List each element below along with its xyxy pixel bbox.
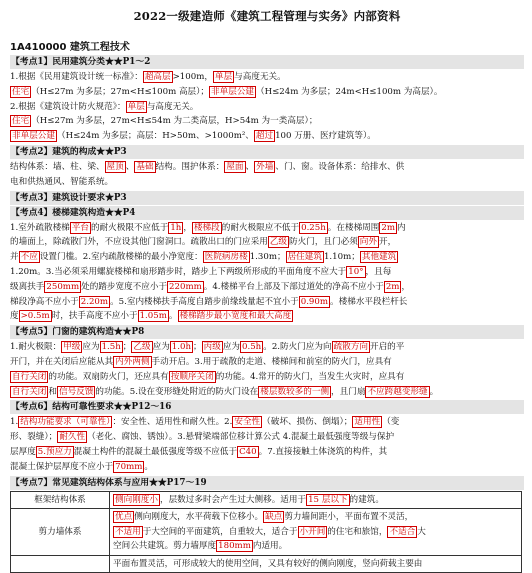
text-run: 混凝土保护层厚度不应小于 (10, 461, 114, 472)
highlight-box: 2m (385, 281, 400, 292)
text-run: 1.10m； (323, 252, 360, 263)
text-run: （H≤27m 为多层；27m<H≤100m 高层）； (31, 86, 210, 97)
highlight-box: 2m (381, 222, 395, 233)
highlight-box: 乙级 (133, 342, 151, 353)
text-run: 。 (429, 386, 439, 397)
text-run: （破坏、损伤、倒塌）； (262, 417, 353, 428)
structure-system-table (10, 491, 522, 573)
text-run: 梯段净高不应小于 (10, 296, 79, 307)
highlight-box: 不应跨越变形缝 (367, 386, 428, 397)
highlight-box: 优点 (115, 512, 133, 523)
table-row (11, 509, 522, 556)
text-run: 并 (10, 252, 19, 263)
highlight-box: 非单层公建 (211, 86, 255, 97)
highlight-box: 不应 (20, 252, 38, 263)
highlight-box: 1h (170, 222, 182, 233)
highlight-box: 非单层公建 (12, 131, 55, 142)
text-run: 1. (10, 417, 19, 428)
highlight-box: 乙级 (269, 237, 288, 248)
description-cell (110, 555, 522, 573)
text-run: 和 (48, 386, 57, 397)
highlight-box: 内外两侧 (115, 356, 150, 367)
highlight-box: 不适合 (389, 526, 416, 537)
highlight-box: 单层 (214, 72, 233, 82)
highlight-box: 住宅 (12, 86, 30, 97)
highlight-box: 结构功能要求（可靠性） (20, 417, 111, 428)
highlight-box: 基础 (136, 161, 154, 172)
text-line (10, 265, 524, 280)
highlight-box: >0.5m (20, 311, 50, 322)
text-run: ，且门扇 (331, 386, 366, 397)
text-line (10, 235, 524, 250)
highlight-box: 丙级 (203, 342, 221, 353)
section-code: 1A410000 建筑工程技术 (10, 42, 130, 53)
text-run: （H≤24m 为多层；高层：H>50m、>1000m²、 (56, 131, 254, 142)
text-line (10, 415, 524, 430)
highlight-box: 楼层数较多的一侧 (260, 386, 330, 397)
highlight-box: 自行关闭 (12, 386, 47, 397)
text-run: 应为 (222, 342, 241, 353)
text-run: 。7.直接接触土体浇筑的构件，其 (258, 446, 388, 457)
highlight-box: 1.0h (171, 342, 191, 353)
text-run: ，层数过多时会产生过大侧移。适用于 (159, 494, 307, 505)
text-run: 剪力墙间距小，平面布置不灵活， (284, 512, 414, 523)
highlight-box: 2.20m (80, 296, 109, 307)
highlight-box: 安全性 (234, 417, 261, 428)
text-run: 、 (125, 161, 135, 172)
text-line (10, 85, 524, 100)
highlight-box: 180mm (218, 541, 251, 552)
text-run: 开启的平 (369, 342, 405, 353)
highlight-box: 甲级 (63, 342, 81, 353)
highlight-box: 0.90m (300, 296, 329, 307)
highlight-box: 疏散方向 (333, 342, 368, 353)
highlight-box: 70mm (115, 461, 143, 472)
text-run: ， (183, 222, 192, 233)
text-run: （H≤27m 为多层，27m<H≤54m 为二类高层，H>54m 为一类高层）； (31, 116, 318, 127)
highlight-box: 0.25h (301, 222, 326, 233)
text-run: 1.耐火极限： (10, 342, 62, 353)
text-run: 手动开启。3.用于疏散的走道、楼梯间和前室的防火门，应具有 (151, 356, 392, 367)
text-run: 电和供热通风、智能系统。 (10, 176, 114, 187)
text-run: 的耐火极限不应低于 (90, 222, 169, 233)
text-run: 的功能。5.设在变形缝处附近的防火门设在 (95, 386, 259, 397)
text-line (10, 129, 524, 144)
text-run: 2.根据《建筑设计防火规范》： (10, 101, 126, 112)
highlight-box: 按顺序关闭 (170, 371, 214, 382)
text-line (10, 340, 524, 355)
cell-line (113, 557, 518, 572)
text-run: ：安全性、适用性和耐久性。2. (112, 417, 233, 428)
system-name-cell: 剪力墙体系 (11, 509, 110, 556)
highlight-box: 其他建筑 (361, 252, 397, 263)
text-run: 与高度无关。 (146, 101, 199, 112)
highlight-box: 缺点 (265, 512, 283, 523)
highlight-box: 不适用 (115, 526, 141, 537)
highlight-box: 医院病房楼 (204, 252, 248, 263)
text-run: 应为 (82, 342, 100, 353)
point-heading: 【考点5】门窗的建筑构造★★P8 (10, 325, 524, 339)
text-line (10, 309, 524, 324)
system-name-cell: 框架结构体系 (11, 491, 110, 509)
text-run: 的耐火极限应不低于 (221, 222, 300, 233)
text-run: 度 (10, 311, 19, 322)
text-line (10, 460, 524, 475)
highlight-box: 超高层 (144, 72, 171, 82)
text-line (10, 175, 524, 190)
text-run: 。 (168, 311, 178, 322)
text-line (10, 250, 524, 265)
text-run: 1.根据《民用建筑设计统一标准》： (10, 72, 143, 82)
highlight-box: 楼梯踏步最小宽度和最大高度 (179, 311, 292, 322)
text-run: 的建筑。 (349, 494, 384, 505)
text-run: 层厚度 (10, 446, 36, 457)
text-run: 100 万册、医疗建筑等）。 (275, 131, 376, 142)
highlight-box: 10° (348, 266, 364, 277)
text-line (10, 70, 524, 85)
text-run: ； (193, 342, 202, 353)
text-run: 混凝土构件的混凝土最低强度等级不应低于 (73, 446, 238, 457)
text-run: 开， (379, 237, 397, 248)
text-run: 。楼梯水平段栏杆长 (330, 296, 408, 307)
description-cell (110, 509, 522, 556)
text-line (10, 100, 524, 115)
highlight-box: 平台 (71, 222, 89, 233)
highlight-box: 250mm (46, 281, 80, 292)
highlight-box: 住宅 (12, 116, 30, 127)
text-run: ，且每 (365, 266, 392, 277)
text-line (10, 430, 524, 445)
highlight-box: 侧向刚度小 (115, 494, 158, 505)
text-run: 1.30m； (249, 252, 286, 263)
text-run: ， (401, 281, 411, 292)
text-line (10, 355, 524, 370)
text-run: 时，扶手高度不应小于 (51, 311, 138, 322)
text-run: 。在楼梯周围 (327, 222, 380, 233)
document-title: 2022一级建造师《建筑工程管理与实务》内部资料 (133, 9, 401, 23)
highlight-box: 5.预应力 (37, 446, 72, 457)
text-run: >100m， (172, 72, 213, 82)
highlight-box: 单层 (127, 101, 145, 112)
highlight-box: 0.5h (242, 342, 262, 353)
text-run: 、 (245, 161, 255, 172)
highlight-box: 15 层以下 (308, 494, 348, 505)
document-content (10, 55, 524, 573)
text-run: （H≤24m 为多层；24m<H≤100m 为高层）。 (256, 86, 443, 97)
text-line (10, 370, 524, 385)
highlight-box: 适用性 (354, 417, 381, 428)
highlight-box: 楼梯段 (193, 222, 220, 233)
text-line (10, 280, 524, 295)
cell-line (113, 525, 518, 540)
highlight-box: 自行关闭 (12, 371, 47, 382)
text-run: 的墙面上，除疏散门外，不应设其他门窗洞口。疏散出口的门应采用 (10, 237, 268, 248)
highlight-box: 向外 (359, 237, 377, 248)
text-run: 。2.防火门应为向 (263, 342, 332, 353)
text-run: 级离扶手 (10, 281, 45, 292)
text-run: 内适用。 (252, 541, 288, 552)
text-run: 防火门，且门必须 (289, 237, 358, 248)
text-run: 设置门槛。2.室内疏散楼梯的最小净宽度： (39, 252, 203, 263)
highlight-box: 居住建筑 (287, 252, 322, 263)
system-name-cell (11, 555, 110, 573)
highlight-box: 外墙 (256, 161, 274, 172)
text-run: 处的踏步宽度不应小于 (81, 281, 168, 292)
text-run: 与高度无关。 (234, 72, 286, 82)
text-run: 。5.室内楼梯扶手高度自踏步前缘线量起不宜小于 (110, 296, 299, 307)
point-heading: 【考点4】楼梯建筑构造★★P4 (10, 206, 524, 220)
text-run: 、门、窗。设备体系：给排水、供 (275, 161, 405, 172)
text-run: 。4.楼梯平台上部及下部过道处的净高不应小于 (203, 281, 384, 292)
cell-line (113, 539, 518, 554)
text-run: 。 (144, 461, 153, 472)
text-run: 形、裂缝）； (10, 432, 58, 443)
highlight-box: 1.5h (101, 342, 121, 353)
highlight-box: 屋面 (226, 161, 244, 172)
text-run: 1.20m。3.当必须采用螺旋楼梯和扇形踏步时，踏步上下两级所形成的平面角度不应大于 (10, 266, 347, 277)
text-run: 结构体系：墙、柱、梁、 (10, 161, 105, 172)
text-run: 的住宅和旅馆， (327, 526, 388, 537)
point-heading: 【考点3】建筑设计要求★P3 (10, 191, 524, 205)
text-run: 1.室外疏散楼梯 (10, 222, 70, 233)
text-run: 的功能。双扇防火门，还应具有 (48, 371, 169, 382)
text-line (10, 445, 524, 460)
highlight-box: 小开间 (299, 526, 326, 537)
point-heading: 【考点2】建筑的构成★★P3 (10, 145, 524, 159)
highlight-box: 1.05m (139, 311, 167, 322)
text-line (10, 385, 524, 400)
table-row (11, 555, 522, 573)
highlight-box: C40 (239, 446, 257, 457)
point-heading: 【考点6】结构可靠性要求★★P12～16 (10, 400, 524, 414)
text-run: 侧向刚度大，水平荷载下位移小。 (134, 512, 264, 523)
text-run: （变 (382, 417, 400, 428)
text-run: 于大空间的平面建筑，自重较大，适合于 (142, 526, 298, 537)
text-run: 内 (396, 222, 406, 233)
text-run: （老化、腐蚀、锈蚀）。3.悬臂梁端部位移计算公式 4.混凝土最低强度等级与保护 (87, 432, 395, 443)
text-line (10, 114, 524, 129)
text-run: 应为 (152, 342, 170, 353)
highlight-box: 耐久性 (59, 432, 86, 443)
text-run: 大 (417, 526, 426, 537)
cell-line (113, 510, 518, 525)
highlight-box: 220mm (169, 281, 202, 292)
highlight-box: 超过 (255, 131, 274, 142)
text-run: ； (122, 342, 132, 353)
text-line (10, 295, 524, 310)
text-run: 开门，并在关闭后应能从其 (10, 356, 114, 367)
highlight-box: 屋顶 (106, 161, 124, 172)
highlight-box: 信号反馈 (59, 386, 94, 397)
text-run: 结构。围护体系： (155, 161, 225, 172)
point-heading: 【考点1】民用建筑分类★★P1～2 (10, 55, 524, 69)
text-line (10, 221, 524, 236)
text-run: 平面布置灵活，可形成较大的使用空间，又具有较好的侧向刚度，竖向荷载主要由 (113, 558, 423, 569)
text-line (10, 160, 524, 175)
point-heading: 【考点7】常见建筑结构体系与应用★★P17～19 (10, 476, 524, 490)
text-run: 空间公共建筑。剪力墙厚度 (113, 541, 217, 552)
text-run: 的功能。4.常开的防火门，当发生火灾时，应具有 (215, 371, 405, 382)
